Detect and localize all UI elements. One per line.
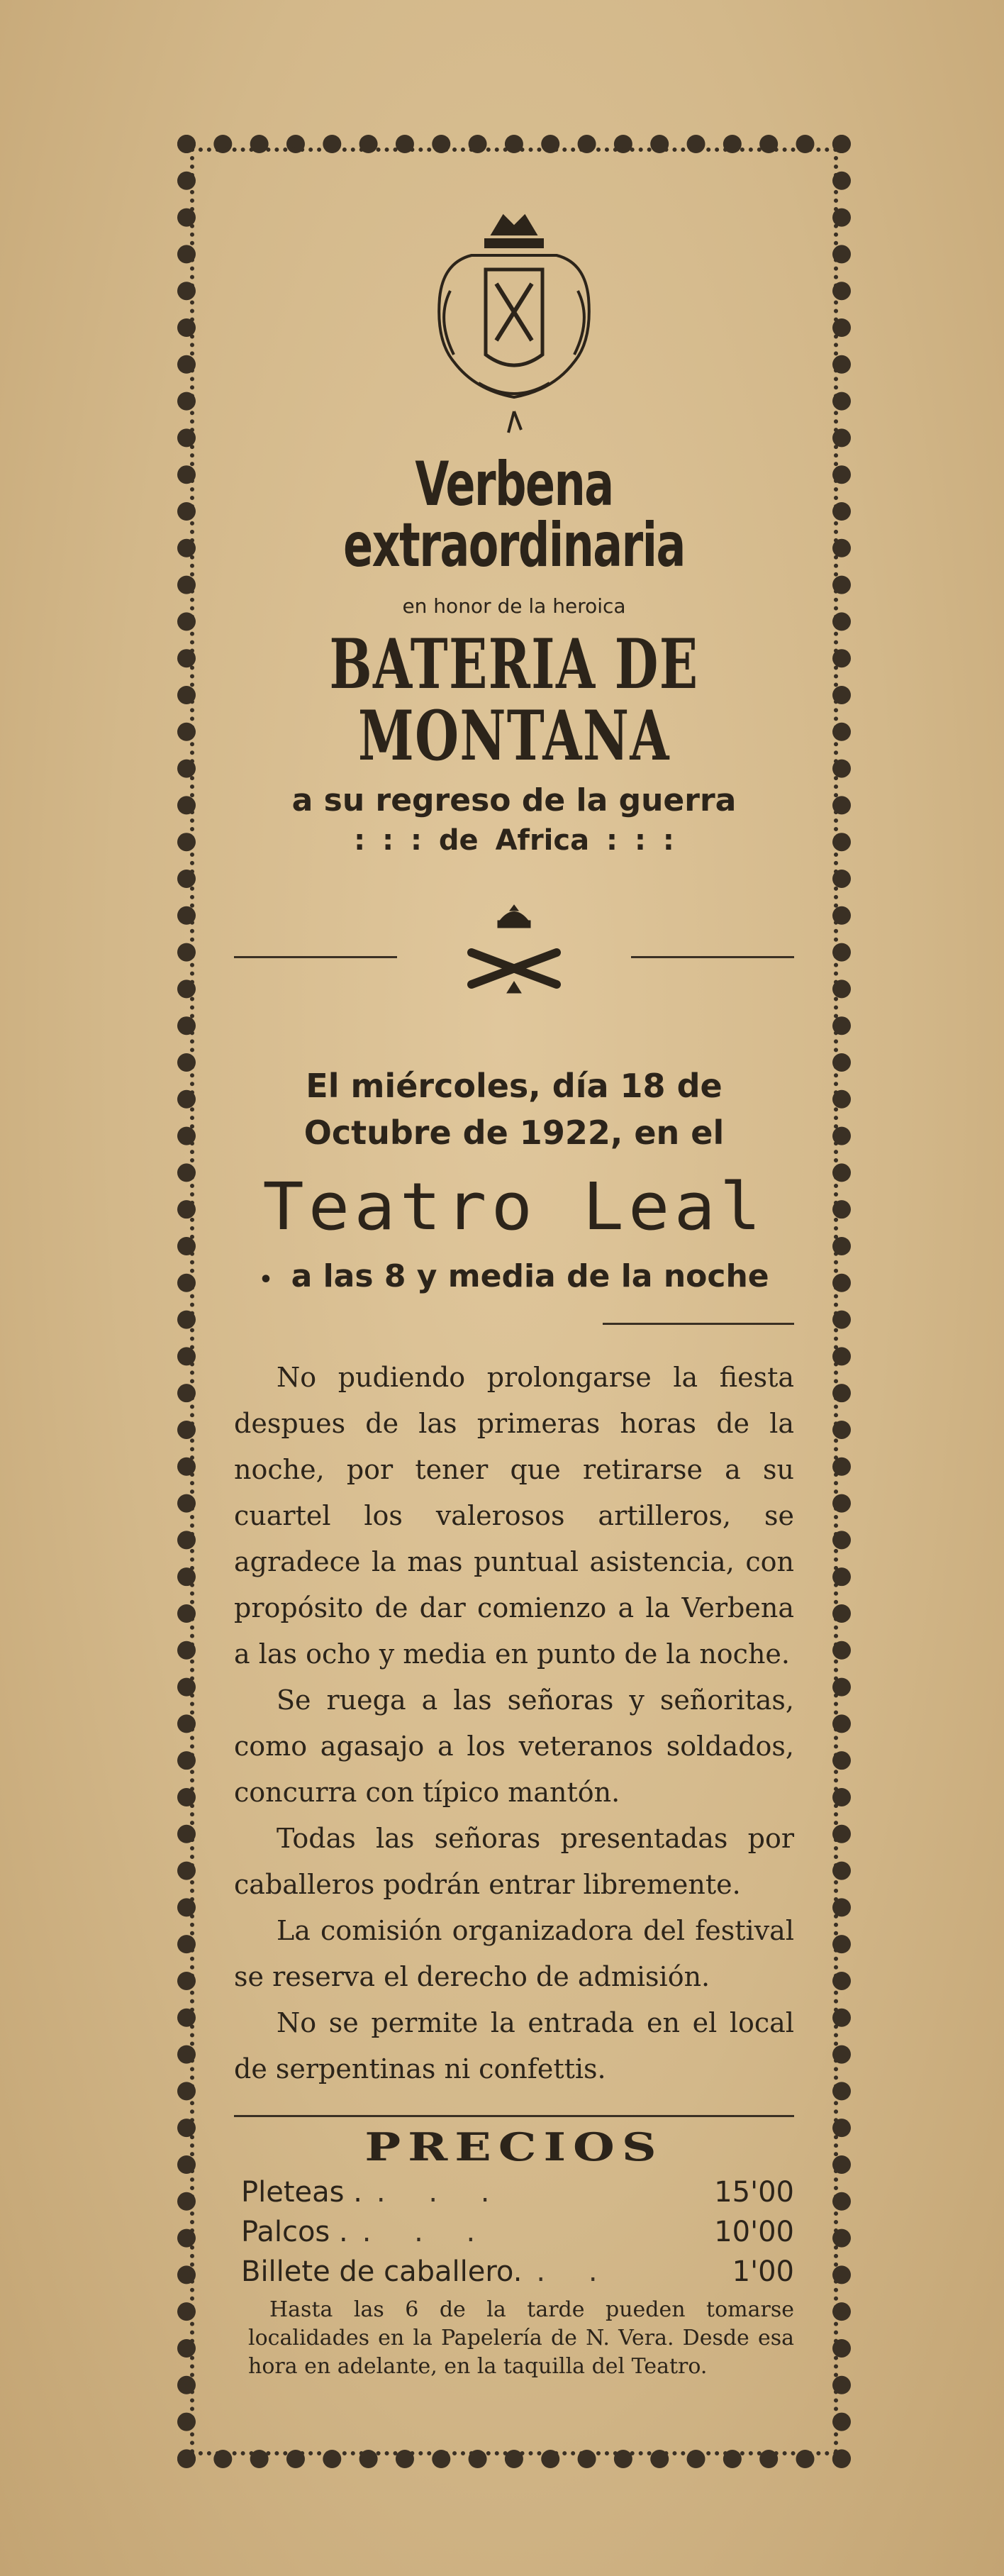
price-name: Pleteas .: [241, 2176, 362, 2209]
paragraph-1: No pudiendo prolongarse la fiesta despues de las primeras horas de la noche, por tener que retirarse a su cuartel los valerosos artilleros, se agradece la mas puntual asistencia, con propósito de dar comienzo a la Verbena a las ocho y media en punto de la noche.: [234, 1362, 794, 1670]
price-list: [234, 2172, 794, 2292]
emblem-row: [234, 899, 794, 1013]
coat-of-arms-icon: [408, 206, 620, 447]
price-value: 10'00: [714, 2216, 794, 2249]
prices-title: PRECIOS: [364, 2124, 664, 2170]
event-date: [234, 1062, 794, 1157]
price-row: [234, 2172, 794, 2212]
poster-title: Verbena extraordinaria: [343, 449, 685, 581]
paragraph-2: Se ruega a las señoras y señoritas, como agasajo a los veteranos soldados, concurra con típico mantón.: [234, 1684, 794, 1809]
crossed-cannons-icon: [461, 899, 567, 999]
poster-subtitle: en honor de la heroica: [402, 594, 626, 618]
price-row: [234, 2252, 794, 2292]
return-line: a su regreso de la guerra: [291, 782, 737, 818]
price-row: [234, 2212, 794, 2252]
body-text: [234, 1355, 794, 2092]
price-name: Billete de caballero.: [241, 2255, 523, 2289]
date-line-2: Octubre de 1922, en el: [303, 1114, 725, 1153]
ticket-note-text: Hasta las 6 de la tarde pueden tomarse localidades en la Papelería de N. Vera. Desde esa hora en adelante, en la taquilla del Teatro.: [248, 2297, 794, 2380]
price-dots: . . .: [376, 2176, 507, 2209]
bullet-icon: •: [259, 1267, 273, 1293]
price-value: 15'00: [714, 2176, 794, 2209]
prices-section: [234, 2115, 794, 2381]
paragraph-3: Todas las señoras presentadas por caballeros podrán entrar libremente.: [234, 1823, 794, 1901]
price-name: Palcos .: [241, 2216, 348, 2249]
paragraph-4: La comisión organizadora del festival se reserva el derecho de admisión.: [234, 1915, 794, 1993]
divider-short: [603, 1323, 794, 1325]
event-hour: [234, 1258, 794, 1294]
price-dots: . .: [536, 2255, 615, 2289]
date-line-1: El miércoles, día 18 de: [306, 1066, 723, 1105]
divider-prices: [234, 2115, 794, 2117]
divider-left: [234, 956, 397, 958]
divider-right: [631, 956, 794, 958]
price-dots: . . .: [362, 2216, 493, 2249]
paragraph-5: No se permite la entrada en el local de serpentinas ni confettis.: [234, 2007, 794, 2085]
poster-content: [234, 206, 794, 2381]
africa-line: : : : de Africa : : :: [354, 823, 674, 857]
event-hour-text: a las 8 y media de la noche: [291, 1258, 769, 1295]
unit-name: BATERIA DE MONTANA: [329, 624, 699, 776]
price-value: 1'00: [732, 2255, 794, 2289]
ticket-note: [234, 2296, 794, 2381]
venue-name: Teatro Leal: [262, 1168, 766, 1245]
